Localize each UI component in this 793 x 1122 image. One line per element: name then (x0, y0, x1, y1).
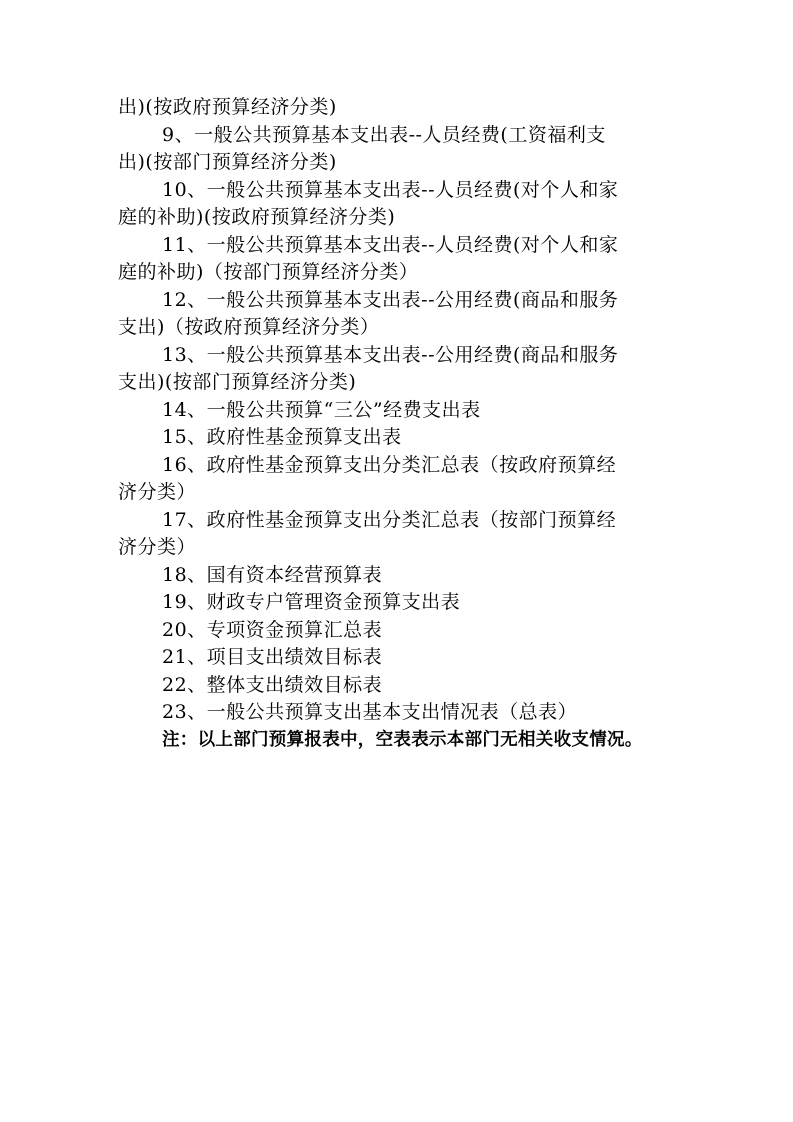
text-line: 20、专项资金预算汇总表 (162, 618, 383, 641)
text-line: 16、政府性基金预算支出分类汇总表（按政府预算经 (162, 453, 617, 476)
text-line: 出)(按政府预算经济分类) (118, 96, 337, 118)
footnote: 注：以上部门预算报表中，空表表示本部门无相关收支情况。 (162, 729, 643, 750)
text-line: 19、财政专户管理资金预算支出表 (162, 591, 461, 613)
text-line: 22、整体支出绩效目标表 (162, 673, 383, 696)
text-line: 13、一般公共预算基本支出表--公用经费(商品和服务 (162, 343, 619, 366)
text-line: 济分类） (118, 536, 197, 558)
text-line: 23、一般公共预算支出基本支出情况表（总表） (162, 701, 578, 723)
text-line: 21、项目支出绩效目标表 (162, 646, 383, 668)
text-line: 支出)（按政府预算经济分类） (118, 316, 380, 338)
text-line: 庭的补助)（按部门预算经济分类） (118, 261, 419, 283)
text-line: 出)(按部门预算经济分类) (118, 151, 337, 173)
text-line: 庭的补助)(按政府预算经济分类) (118, 206, 396, 228)
text-line: 15、政府性基金预算支出表 (162, 426, 402, 448)
text-line: 10、一般公共预算基本支出表--人员经费(对个人和家 (162, 178, 619, 201)
text-line: 12、一般公共预算基本支出表--公用经费(商品和服务 (162, 288, 619, 311)
text-line: 济分类） (118, 481, 197, 503)
text-line: 9、一般公共预算基本支出表--人员经费(工资福利支 (162, 123, 606, 146)
text-line: 11、一般公共预算基本支出表--人员经费(对个人和家 (162, 233, 619, 256)
text-line: 18、国有资本经营预算表 (162, 563, 383, 586)
text-line: 14、一般公共预算“三公”经费支出表 (162, 398, 481, 421)
text-line: 17、政府性基金预算支出分类汇总表（按部门预算经 (162, 508, 617, 531)
document-body (118, 94, 678, 754)
text-line: 支出)(按部门预算经济分类) (118, 371, 357, 393)
